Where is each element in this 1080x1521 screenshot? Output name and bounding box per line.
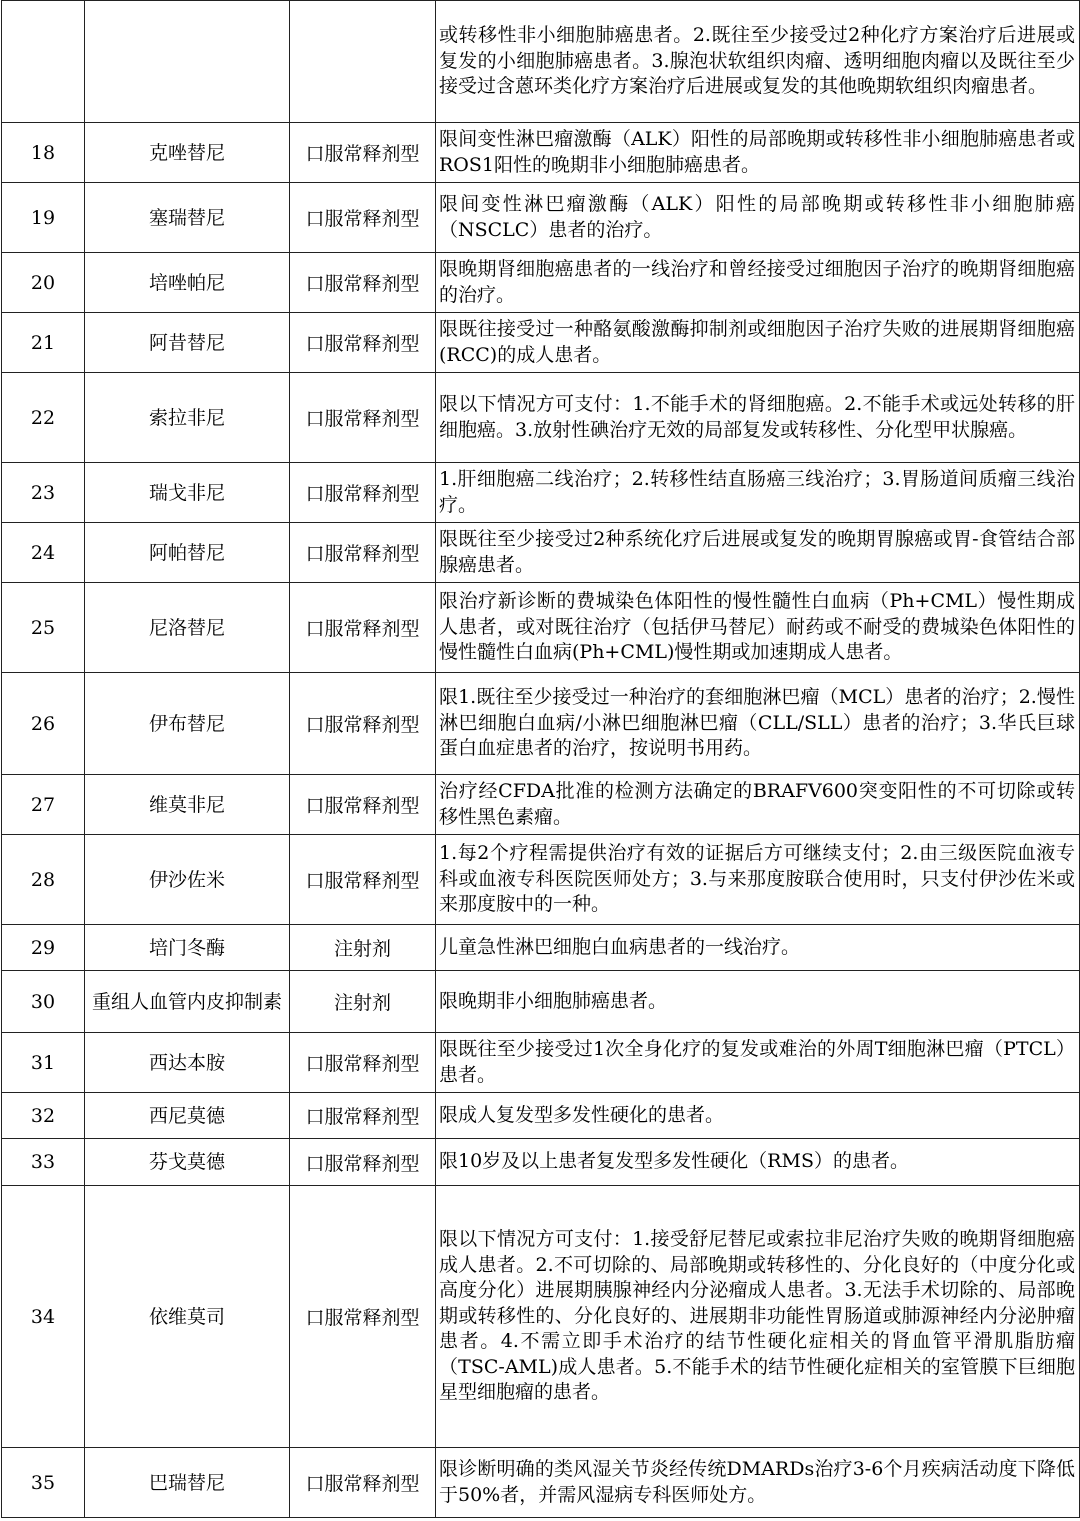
row-number: 25 — [2, 583, 85, 673]
table-row — [2, 523, 1080, 583]
table-row — [2, 971, 1080, 1033]
dosage-form — [290, 1, 436, 123]
payment-restriction: 限既往至少接受过1次全身化疗的复发或难治的外周T细胞淋巴瘤（PTCL）患者。 — [436, 1033, 1080, 1093]
row-number: 18 — [2, 123, 85, 183]
row-number: 22 — [2, 373, 85, 463]
dosage-form: 口服常释剂型 — [290, 1033, 436, 1093]
table-row — [2, 463, 1080, 523]
drug-name: 依维莫司 — [85, 1186, 290, 1448]
payment-restriction: 限10岁及以上患者复发型多发性硬化（RMS）的患者。 — [436, 1139, 1080, 1186]
drug-name: 培门冬酶 — [85, 925, 290, 971]
payment-restriction: 或转移性非小细胞肺癌患者。2.既往至少接受过2种化疗方案治疗后进展或复发的小细胞肺癌患者。3.腺泡状软组织肉瘤、透明细胞肉瘤以及既往至少接受过含蒽环类化疗方案治疗后进展或复发的其他晚期软组织肉瘤患者。 — [436, 1, 1080, 123]
table-row — [2, 373, 1080, 463]
dosage-form: 口服常释剂型 — [290, 463, 436, 523]
dosage-form: 口服常释剂型 — [290, 583, 436, 673]
table-row — [2, 1139, 1080, 1186]
payment-restriction: 限以下情况方可支付：1.不能手术的肾细胞癌。2.不能手术或远处转移的肝细胞癌。3.放射性碘治疗无效的局部复发或转移性、分化型甲状腺癌。 — [436, 373, 1080, 463]
drug-name: 塞瑞替尼 — [85, 183, 290, 253]
payment-restriction: 限既往接受过一种酪氨酸激酶抑制剂或细胞因子治疗失败的进展期肾细胞癌(RCC)的成人患者。 — [436, 313, 1080, 373]
table-row — [2, 673, 1080, 775]
table-row — [2, 253, 1080, 313]
drug-name: 西尼莫德 — [85, 1093, 290, 1139]
drug-name: 克唑替尼 — [85, 123, 290, 183]
row-number: 27 — [2, 775, 85, 835]
row-number: 28 — [2, 835, 85, 925]
table-row — [2, 925, 1080, 971]
payment-restriction: 儿童急性淋巴细胞白血病患者的一线治疗。 — [436, 925, 1080, 971]
payment-restriction: 限既往至少接受过2种系统化疗后进展或复发的晚期胃腺癌或胃-食管结合部腺癌患者。 — [436, 523, 1080, 583]
row-number: 23 — [2, 463, 85, 523]
dosage-form: 口服常释剂型 — [290, 523, 436, 583]
table-row — [2, 313, 1080, 373]
dosage-form: 注射剂 — [290, 925, 436, 971]
table-row — [2, 835, 1080, 925]
table-row — [2, 183, 1080, 253]
table-row — [2, 1033, 1080, 1093]
drug-name: 维莫非尼 — [85, 775, 290, 835]
drug-name: 伊布替尼 — [85, 673, 290, 775]
dosage-form: 口服常释剂型 — [290, 183, 436, 253]
payment-restriction: 限间变性淋巴瘤激酶（ALK）阳性的局部晚期或转移性非小细胞肺癌患者或ROS1阳性的晚期非小细胞肺癌患者。 — [436, 123, 1080, 183]
table-row — [2, 1186, 1080, 1448]
payment-restriction: 治疗经CFDA批准的检测方法确定的BRAFV600突变阳性的不可切除或转移性黑色素瘤。 — [436, 775, 1080, 835]
row-number: 34 — [2, 1186, 85, 1448]
table-row — [2, 1, 1080, 123]
drug-name: 尼洛替尼 — [85, 583, 290, 673]
payment-restriction: 限诊断明确的类风湿关节炎经传统DMARDs治疗3-6个月疾病活动度下降低于50%者，并需风湿病专科医师处方。 — [436, 1448, 1080, 1518]
table-row — [2, 1093, 1080, 1139]
row-number — [2, 1, 85, 123]
payment-restriction: 限晚期非小细胞肺癌患者。 — [436, 971, 1080, 1033]
payment-restriction: 1.每2个疗程需提供治疗有效的证据后方可继续支付；2.由三级医院血液专科或血液专科医院医师处方；3.与来那度胺联合使用时，只支付伊沙佐米或来那度胺中的一种。 — [436, 835, 1080, 925]
drug-name: 芬戈莫德 — [85, 1139, 290, 1186]
row-number: 20 — [2, 253, 85, 313]
table-row — [2, 583, 1080, 673]
table-row — [2, 775, 1080, 835]
dosage-form: 口服常释剂型 — [290, 1186, 436, 1448]
row-number: 24 — [2, 523, 85, 583]
drug-name: 巴瑞替尼 — [85, 1448, 290, 1518]
row-number: 30 — [2, 971, 85, 1033]
dosage-form: 口服常释剂型 — [290, 1139, 436, 1186]
payment-restriction: 限以下情况方可支付：1.接受舒尼替尼或索拉非尼治疗失败的晚期肾细胞癌成人患者。2.不可切除的、局部晚期或转移性的、分化良好的（中度分化或高度分化）进展期胰腺神经内分泌瘤成人患者。3.无法手术切除的、局部晚期或转移性的、分化良好的、进展期非功能性胃肠道或肺源神经内分泌肿瘤患者。4.不需立即手术治疗的结节性硬化症相关的肾血管平滑肌脂肪瘤（TSC-AML)成人患者。5.不能手术的结节性硬化症相关的室管膜下巨细胞星型细胞瘤的患者。 — [436, 1186, 1080, 1448]
drug-name: 培唑帕尼 — [85, 253, 290, 313]
dosage-form: 口服常释剂型 — [290, 373, 436, 463]
row-number: 19 — [2, 183, 85, 253]
drug-name: 瑞戈非尼 — [85, 463, 290, 523]
dosage-form: 口服常释剂型 — [290, 123, 436, 183]
drug-table — [1, 0, 1080, 1518]
dosage-form: 口服常释剂型 — [290, 835, 436, 925]
row-number: 32 — [2, 1093, 85, 1139]
drug-name — [85, 1, 290, 123]
payment-restriction: 限成人复发型多发性硬化的患者。 — [436, 1093, 1080, 1139]
dosage-form: 口服常释剂型 — [290, 673, 436, 775]
drug-name: 重组人血管内皮抑制素 — [85, 971, 290, 1033]
payment-restriction: 限治疗新诊断的费城染色体阳性的慢性髓性白血病（Ph+CML）慢性期成人患者，或对既往治疗（包括伊马替尼）耐药或不耐受的费城染色体阳性的慢性髓性白血病(Ph+CML)慢性期或加速期成人患者。 — [436, 583, 1080, 673]
payment-restriction: 1.肝细胞癌二线治疗；2.转移性结直肠癌三线治疗；3.胃肠道间质瘤三线治疗。 — [436, 463, 1080, 523]
table-row — [2, 123, 1080, 183]
dosage-form: 口服常释剂型 — [290, 1448, 436, 1518]
drug-name: 阿昔替尼 — [85, 313, 290, 373]
drug-name: 阿帕替尼 — [85, 523, 290, 583]
row-number: 35 — [2, 1448, 85, 1518]
payment-restriction: 限1.既往至少接受过一种治疗的套细胞淋巴瘤（MCL）患者的治疗；2.慢性淋巴细胞白血病/小淋巴细胞淋巴瘤（CLL/SLL）患者的治疗；3.华氏巨球蛋白血症患者的治疗，按说明书用药。 — [436, 673, 1080, 775]
table-row — [2, 1448, 1080, 1518]
row-number: 26 — [2, 673, 85, 775]
dosage-form: 口服常释剂型 — [290, 313, 436, 373]
payment-restriction: 限晚期肾细胞癌患者的一线治疗和曾经接受过细胞因子治疗的晚期肾细胞癌的治疗。 — [436, 253, 1080, 313]
dosage-form: 口服常释剂型 — [290, 1093, 436, 1139]
payment-restriction: 限间变性淋巴瘤激酶（ALK）阳性的局部晚期或转移性非小细胞肺癌（NSCLC）患者的治疗。 — [436, 183, 1080, 253]
row-number: 33 — [2, 1139, 85, 1186]
row-number: 21 — [2, 313, 85, 373]
drug-name: 西达本胺 — [85, 1033, 290, 1093]
dosage-form: 口服常释剂型 — [290, 253, 436, 313]
row-number: 29 — [2, 925, 85, 971]
row-number: 31 — [2, 1033, 85, 1093]
dosage-form: 口服常释剂型 — [290, 775, 436, 835]
drug-name: 伊沙佐米 — [85, 835, 290, 925]
drug-name: 索拉非尼 — [85, 373, 290, 463]
dosage-form: 注射剂 — [290, 971, 436, 1033]
